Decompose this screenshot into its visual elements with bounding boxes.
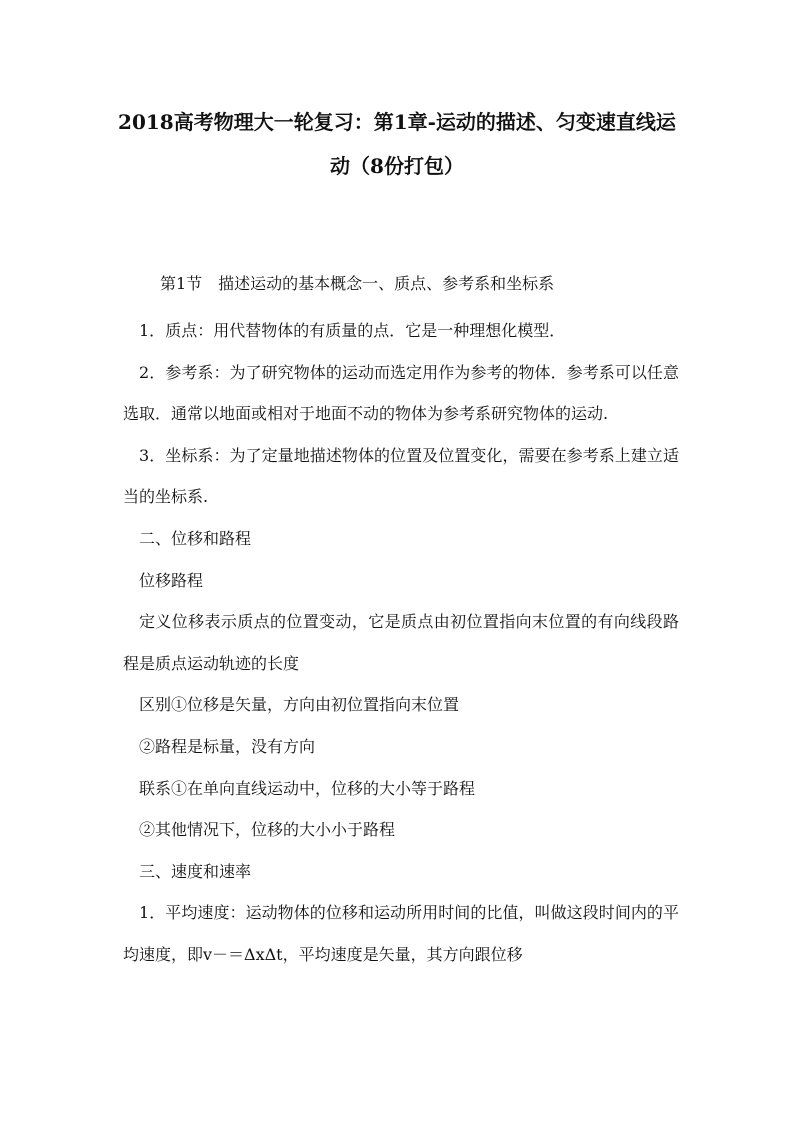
difference-row-2 (123, 726, 679, 768)
difference-row-1 (123, 684, 679, 726)
paragraph-text: 坐标系：为了定量地描述物体的位置及位置变化，需要在参考系上建立适当的坐标系. (123, 445, 679, 507)
paragraph-text: 区别①位移是矢量，方向由初位置指向末位置 (139, 695, 460, 715)
paragraph-text: 三、速度和速率 (139, 861, 252, 881)
paragraph-text: 平均速度：运动物体的位移和运动所用时间的比值，叫做这段时间内的平均速度，即v－＝ΔxΔt，平均速度是矢量，其方向跟位移 (123, 903, 679, 964)
paragraph-text: 二、位移和路程 (139, 528, 252, 548)
definition-row (123, 601, 679, 684)
paragraph-text: 质点：用代替物体的有质量的点．它是一种理想化模型． (165, 321, 566, 340)
paragraph-text: 位移路程 (139, 570, 204, 590)
paragraph-coordinate-system (123, 435, 679, 518)
paragraph-text: 定义位移表示质点的位置变动，它是质点由初位置指向末位置的有向线段路程是质点运动轨迹的长度 (123, 612, 679, 673)
paragraph-text: ②路程是标量，没有方向 (139, 736, 316, 756)
paragraph-text: 联系①在单向直线运动中，位移的大小等于路程 (139, 778, 476, 798)
section-heading: 第1节 描述运动的基本概念一、质点、参考系和坐标系 (160, 274, 555, 293)
heading-displacement-distance (123, 518, 679, 560)
paragraph-number: 2． (139, 362, 166, 382)
document-body (123, 310, 679, 976)
paragraph-number: 1． (139, 903, 166, 923)
document-title: 2018高考物理大一轮复习：第1章-运动的描述、匀变速直线运动（8份打包） (118, 110, 676, 178)
paragraph-number: 1． (139, 321, 166, 340)
paragraph-text: 参考系：为了研究物体的运动而选定用作为参考的物体．参考系可以任意选取．通常以地面或相对于地面不动的物体为参考系研究物体的运动. (123, 362, 679, 424)
paragraph-average-velocity (123, 892, 679, 975)
table-header-row (123, 560, 679, 602)
heading-velocity-speed (123, 851, 679, 893)
relation-row-2 (123, 809, 679, 851)
paragraph-number: 3． (139, 445, 166, 465)
paragraph-point-mass (123, 310, 679, 352)
paragraph-reference-frame (123, 352, 679, 435)
relation-row-1 (123, 768, 679, 810)
paragraph-text: ②其他情况下，位移的大小小于路程 (139, 820, 396, 840)
